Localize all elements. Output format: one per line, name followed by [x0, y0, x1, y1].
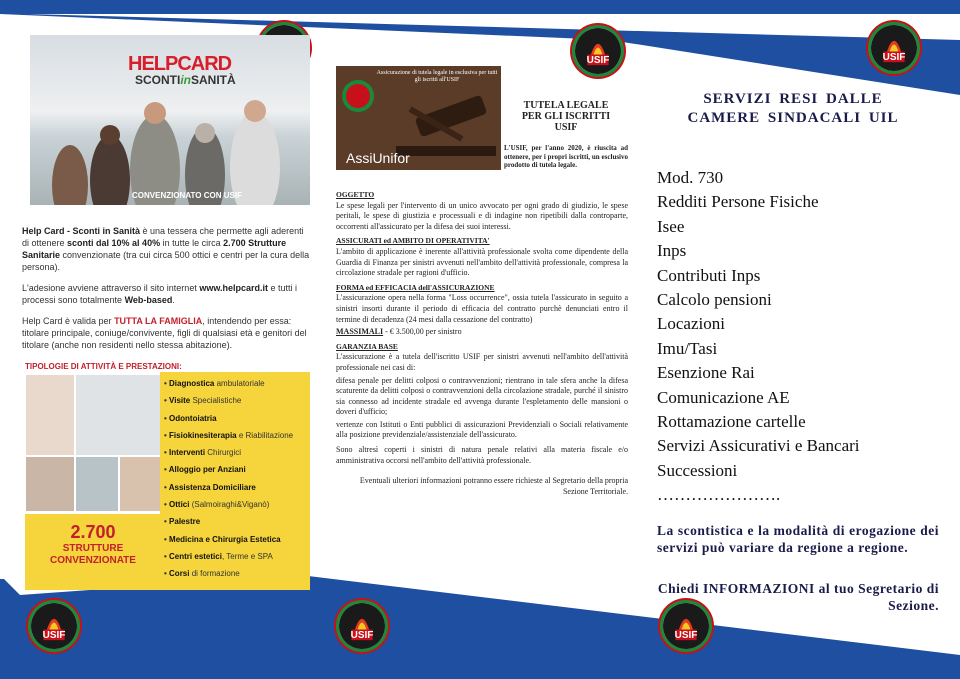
service-item: • Ottici (Salmoiraghi&Viganò)	[164, 496, 310, 513]
stat-label-1: STRUTTURE	[62, 543, 124, 554]
tutela-title: TUTELA LEGALE PER GLI ISCRITTI USIF	[521, 100, 611, 133]
helpcard-title: HELPCARD	[128, 53, 232, 75]
services-list-box	[160, 372, 310, 590]
service-item: • Corsi di formazione	[164, 565, 310, 582]
massimale: MASSIMALI - € 3.500,00 per sinistro	[336, 327, 462, 337]
family-beach-photo	[30, 35, 310, 205]
therapy-photos	[25, 374, 161, 512]
servizio-item: Rottamazione cartelle	[657, 412, 806, 432]
helpcard-panel	[22, 32, 312, 592]
usif-logo	[336, 600, 388, 652]
garanzia-heading: GARANZIA BASE	[336, 341, 398, 351]
servizio-item: Inps	[657, 241, 687, 261]
helpcard-subtitle: SCONTIinSANITÀ	[135, 73, 236, 87]
informazioni-note: Chiedi INFORMAZIONI al tuo Segretario di Sezione.	[657, 581, 939, 613]
servizi-title: SERVIZI RESI DALLE CAMERE SINDACALI UIL	[687, 91, 899, 126]
servizio-item: Locazioni	[657, 314, 725, 334]
garanzia-text-3: vertenze con Istituti o Enti pubblici di assicurazioni Previdenziali o Sociali relativamente alla posizione previdenziale/assistenziale dell'assicurato.	[336, 419, 628, 440]
service-item: • Diagnostica ambulatoriale	[164, 375, 310, 392]
logo-text: USIF	[42, 630, 66, 641]
assiunifor-brand: AssiUnifor	[346, 150, 410, 166]
service-item: • Fisiokinesiterapia e Riabilitazione	[164, 427, 310, 444]
service-item: • Interventi Chirurgici	[164, 444, 310, 461]
logo-text: USIF	[674, 630, 698, 641]
logo-text: USIF	[350, 630, 374, 641]
services-list	[160, 372, 310, 583]
service-item: • Medicina e Chirurgia Estetica	[164, 531, 310, 548]
garanzia-text-1: L'assicurazione è a tutela dell'iscritto USIF per sinistri avvenuti nell'ambito dell'attività professionale nei casi di:	[336, 352, 628, 372]
service-item: • Alloggio per Anziani	[164, 461, 310, 478]
servizio-item: Isee	[657, 216, 685, 236]
tutela-intro: L'USIF, per l'anno 2020, è riuscita ad ottenere, per i propri iscritti, un esclusivo prodotto di tutela legale.	[504, 144, 628, 169]
service-item: • Centri estetici, Terme e SPA	[164, 548, 310, 565]
usif-logo	[28, 600, 80, 652]
tutela-body	[336, 186, 628, 499]
garanzia-text-2: difesa penale per delitti colposi o contravvenzioni; rientrano in tale sfera anche la difesa scaturente da delitti colposi o contravvenzioni della circolazione stradale, purché il sinistro sia connesso ad incidente stradale ed avvenga durante l'espletamento delle mansioni o doveri d'ufficio;	[336, 375, 628, 417]
stat-label-2: CONVENZIONATE	[50, 555, 136, 566]
servizio-item: ………………….	[657, 485, 781, 505]
service-item: • Visite Specialistiche	[164, 392, 310, 409]
servizio-item: Servizi Assicurativi e Bancari	[657, 436, 860, 456]
coperti-text: Sono altresì coperti i sinistri di natura penale relativi alla materia fiscale e/o amministrativa occorsi nell'ambito dell'attività professionale.	[336, 445, 628, 465]
servizio-item: Imu/Tasi	[657, 338, 718, 358]
servizio-item: Redditi Persone Fisiche	[657, 192, 819, 212]
logo-text: USIF	[882, 52, 906, 63]
closing-text: Eventuali ulteriori informazioni potranno essere richieste al Segretario della propria Sezione Territoriale.	[359, 476, 628, 496]
oggetto-text: Le spese legali per l'intervento di un unico avvocato per ogni grado di giudizio, le spese peritali, le spese di giustizia e processuali e di indagine non ripetibili dalla controparte, occorrenti all'assicurato per la difesa dei suoi interessi.	[336, 200, 628, 231]
servizio-item: Comunicazione AE	[657, 387, 790, 407]
tipologie-heading: TIPOLOGIE DI ATTIVITÀ E PRESTAZIONI:	[25, 362, 182, 371]
tutela-legale-panel	[328, 66, 630, 606]
servizio-item: Mod. 730	[657, 168, 724, 187]
gavel-image	[336, 66, 501, 170]
helpcard-description: Help Card - Sconti in Sanità è una tessera che permette agli aderenti di ottenere sconti dal 10% al 40% in tutte le circa 2.700 Strutture Sanitarie convenzionate (tra cui circa 500 ottici e centri per la cura della persona). L'adesione avviene attraverso il sito internet www.helpcard.it e tutti i processi sono totalmente Web-based. Help Card è valida per TUTTA LA FAMIGLIA, intendendo per essa: titolare principale, coniuge/convivente, figli di qualsiasi età e genitori del titolare (anche non residenti nello stessa abitazione).	[22, 226, 310, 350]
usif-logo	[868, 22, 920, 74]
service-item: • Palestre	[164, 513, 310, 530]
servizio-item: Calcolo pensioni	[657, 290, 772, 310]
service-item: • Assistenza Domiciliare	[164, 479, 310, 496]
convenzionato-label: CONVENZIONATO CON USIF	[132, 191, 242, 200]
forma-text: L'assicurazione opera nella forma "Loss occurrence", ossia tutela l'assicurato in seguito a sinistri insorti durante il periodo di efficacia del contratto purchè denunciati entro il termine di decadenza (24 mesi dalla cessazione del contratto)	[336, 293, 628, 324]
scontistica-note: La scontistica e la modalità di erogazione dei servizi può variare da regione a regione.	[657, 523, 939, 555]
servizio-item: Esenzione Rai	[657, 363, 755, 383]
ambito-heading: ASSICURATI ed AMBITO DI OPERATIVITA'	[336, 236, 490, 246]
forma-heading: FORMA ed EFFICACIA dell'ASSICURAZIONE	[336, 282, 495, 292]
servizi-uil-panel	[648, 80, 938, 620]
logo-text: USIF	[586, 55, 610, 66]
service-item: • Odontoiatria	[164, 410, 310, 427]
stat-number: 2.700	[70, 522, 116, 542]
strutture-stat	[25, 514, 161, 590]
servizio-item: Successioni	[657, 460, 738, 480]
servizio-item: Contributi Inps	[657, 265, 761, 285]
image-caption: Assicurazione di tutela legale in esclusiva per tutti gli iscritti all'USIF	[376, 70, 498, 83]
ambito-text: L'ambito di applicazione è inerente all'attività professionale svolta come dipendente della Guardia di Finanza per sinistri avvenuti nell'ambito dell'attività professionale, compresa la circolazione stradale per ragioni d'ufficio.	[336, 246, 628, 278]
oggetto-heading: OGGETTO	[336, 190, 375, 199]
servizi-list	[657, 166, 937, 508]
